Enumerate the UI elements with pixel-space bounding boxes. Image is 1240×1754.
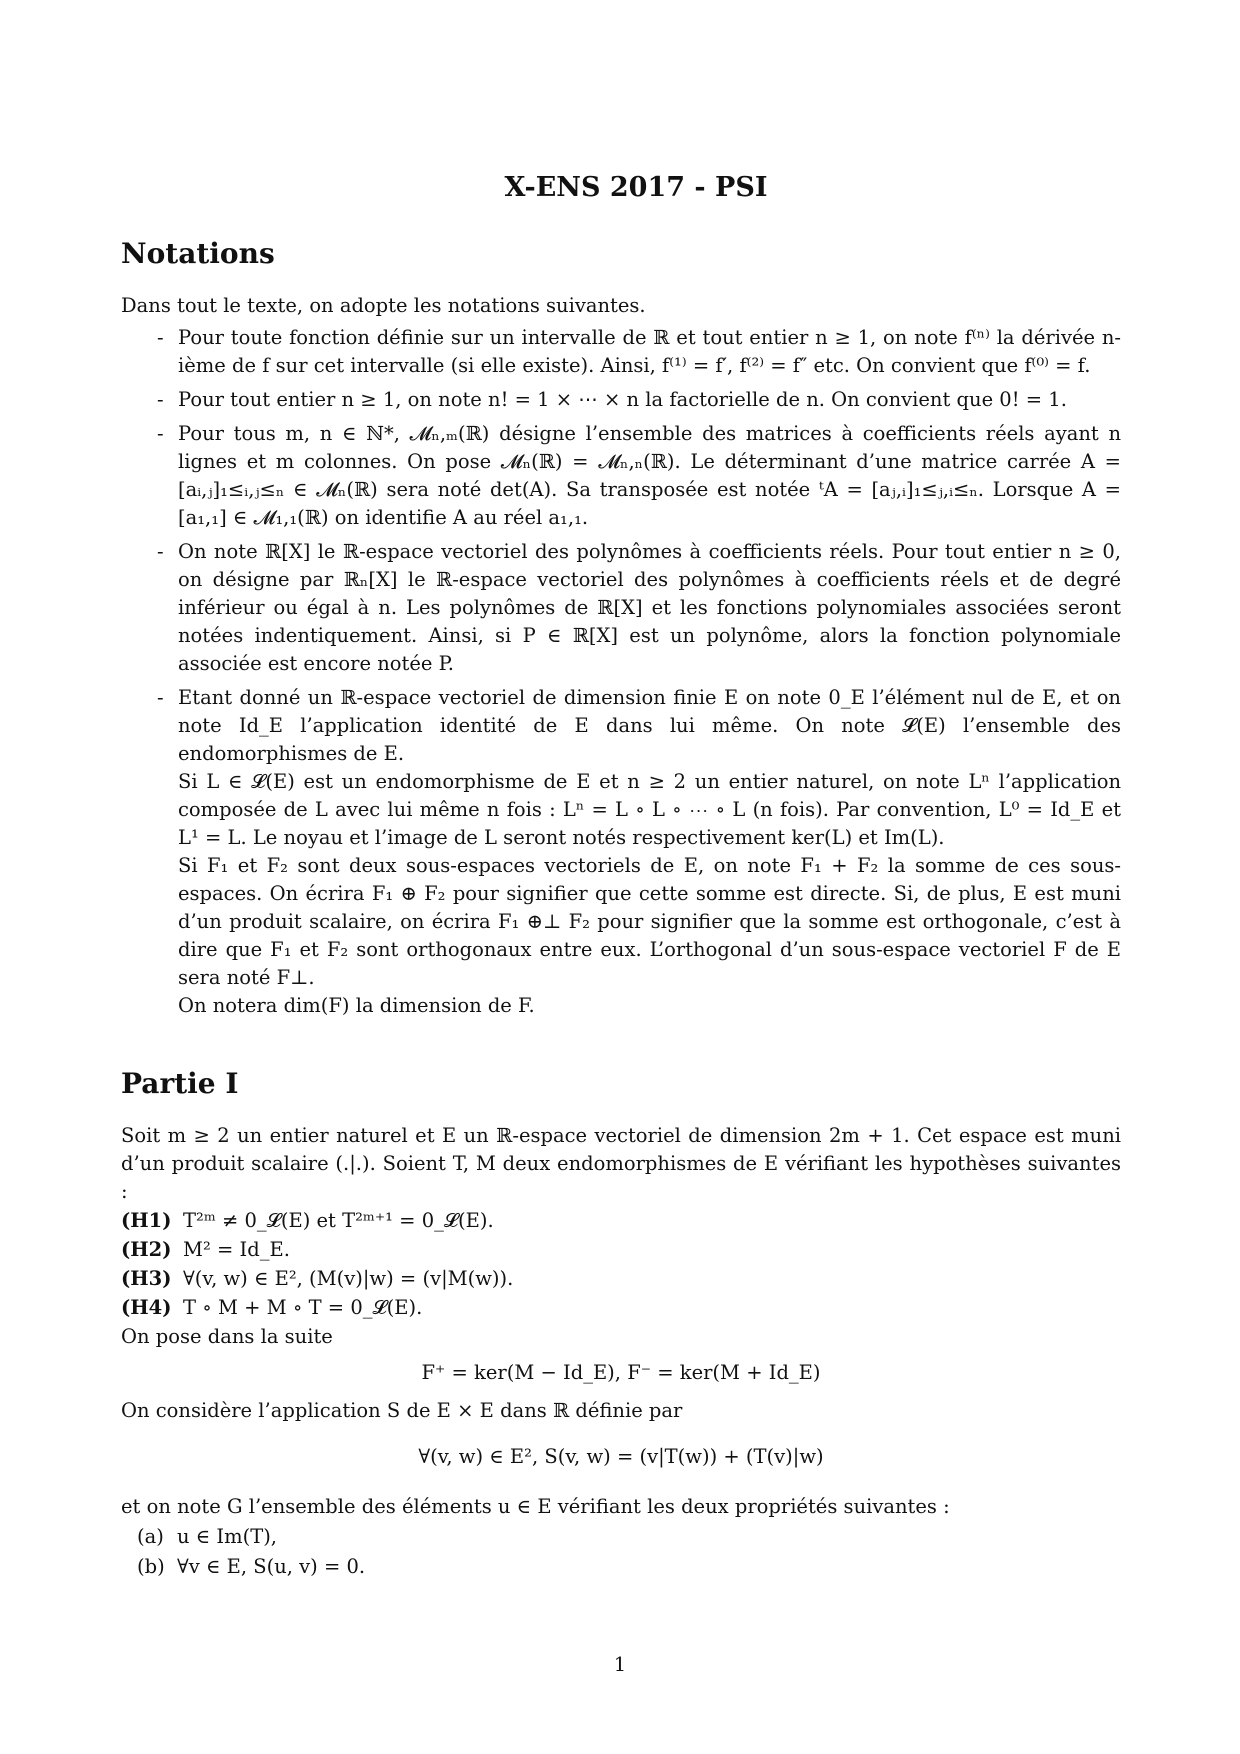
notation-text: Pour toute fonction définie sur un intervalle de ℝ et tout entier n ≥ 1, on note f⁽ⁿ⁾ la dérivée n-ième de f sur cet intervalle (si elle existe). Ainsi, f⁽¹⁾ = f′, f⁽²⁾ = f″ etc. On convient que f⁽⁰⁾ = f. [178, 326, 1121, 377]
list-dash: - [157, 422, 164, 445]
notation-text: On note ℝ[X] le ℝ-espace vectoriel des polynômes à coefficients réels. Pour tout entier n ≥ 0, on désigne par ℝₙ[X] le ℝ-espace vectoriel des polynômes à coefficients réels et de degré inférieur ou égal à n. Les polynômes de ℝ[X] et les fonctions polynomiales associées seront notées indentiquement. Ainsi, si P ∈ ℝ[X] est un polynôme, alors la fonction polynomiale associée est encore notée P. [178, 540, 1121, 675]
notation-item-matrices [121, 420, 1121, 532]
page-number: 1 [613, 1653, 627, 1676]
page-content [121, 170, 1121, 1583]
hypotheses-list [121, 1207, 1121, 1322]
notation-paragraph-composition: Si L ∈ 𝓛(E) est un endomorphisme de E et n ≥ 2 un entier naturel, on note Lⁿ l’application composée de L avec lui même n fois : Lⁿ = L ∘ L ∘ ⋯ ∘ L (n fois). Par convention, L⁰ = Id_E et L¹ = L. Le noyau et l’image de L seront notés respectivement ker(L) et Im(L). [178, 770, 1121, 849]
hypothesis-text: M² = Id_E. [183, 1238, 290, 1261]
list-dash: - [157, 326, 164, 349]
condition-label: (b) [137, 1555, 165, 1578]
notation-item-derivative [121, 324, 1121, 380]
display-equation-s: ∀(v, w) ∈ E², S(v, w) = (v|T(w)) + (T(v)|w) [418, 1445, 824, 1468]
hypothesis-text: T²ᵐ ≠ 0_𝓛(E) et T²ᵐ⁺¹ = 0_𝓛(E). [183, 1209, 494, 1232]
notation-paragraph-subspaces: Si F₁ et F₂ sont deux sous-espaces vectoriels de E, on note F₁ + F₂ la somme de ces sous-espaces. On écrira F₁ ⊕ F₂ pour signifier que cette somme est directe. Si, de plus, E est muni d’un produit scalaire, on écrira F₁ ⊕⊥ F₂ pour signifier que la somme est orthogonale, c’est à dire que F₁ et F₂ sont orthogonaux entre eux. L’orthogonal d’un sous-espace vectoriel F de E sera noté F⊥. [178, 854, 1121, 989]
condition-label: (a) [137, 1525, 164, 1548]
condition-a [121, 1523, 1121, 1551]
list-dash: - [157, 540, 164, 563]
hypothesis-label: (H2) [121, 1238, 172, 1261]
g-definition-text: et on note G l’ensemble des éléments u ∈ E vérifiant les deux propriétés suivantes : [121, 1495, 950, 1518]
display-equation-f-plus-minus: F⁺ = ker(M − Id_E), F⁻ = ker(M + Id_E) [421, 1361, 821, 1384]
notation-paragraph-identity: Etant donné un ℝ-espace vectoriel de dimension finie E on note 0_E l’élément nul de E, et on note Id_E l’application identité de E dans lui même. On note 𝓛(E) l’ensemble des endomorphismes de E. [178, 686, 1121, 765]
notation-item-vector-spaces [121, 684, 1121, 1020]
notations-list [121, 324, 1121, 1020]
notation-text: Pour tout entier n ≥ 1, on note n! = 1 × ⋯ × n la factorielle de n. On convient que 0! = 1. [178, 388, 1067, 411]
notation-paragraph-dimension: On notera dim(F) la dimension de F. [178, 994, 535, 1017]
consider-text: On considère l’application S de E × E dans ℝ définie par [121, 1399, 683, 1422]
notation-text: Pour tous m, n ∈ ℕ*, 𝓜ₙ,ₘ(ℝ) désigne l’ensemble des matrices à coefficients réels ayant n lignes et m colonnes. On pose 𝓜ₙ(ℝ) = 𝓜ₙ,ₙ(ℝ). Le déterminant d’une matrice carrée A = [aᵢ,ⱼ]₁≤ᵢ,ⱼ≤ₙ ∈ 𝓜ₙ(ℝ) sera noté det(A). Sa transposée est notée ᵗA = [aⱼ,ᵢ]₁≤ⱼ,ᵢ≤ₙ. Lorsque A = [a₁,₁] ∈ 𝓜₁,₁(ℝ) on identifie A au réel a₁,₁. [178, 422, 1121, 529]
hypothesis-text: ∀(v, w) ∈ E², (M(v)|w) = (v|M(w)). [183, 1267, 514, 1290]
hypothesis-h2 [121, 1236, 1121, 1264]
notation-item-factorial [121, 386, 1121, 414]
hypothesis-h3 [121, 1265, 1121, 1293]
hypothesis-h4 [121, 1294, 1121, 1322]
hypothesis-h1 [121, 1207, 1121, 1235]
section-heading-partie-1: Partie I [121, 1067, 239, 1100]
hypothesis-text: T ∘ M + M ∘ T = 0_𝓛(E). [183, 1296, 423, 1319]
pose-text: On pose dans la suite [121, 1325, 333, 1348]
conditions-list [121, 1523, 1121, 1581]
partie-1-intro: Soit m ≥ 2 un entier naturel et E un ℝ-espace vectoriel de dimension 2m + 1. Cet espace est muni d’un produit scalaire (.|.). Soient T, M deux endomorphismes de E vérifiant les hypothèses suivantes : [121, 1124, 1121, 1203]
notation-item-polynomials [121, 538, 1121, 678]
hypothesis-label: (H1) [121, 1209, 172, 1232]
section-heading-notations: Notations [121, 237, 275, 270]
hypothesis-label: (H3) [121, 1267, 172, 1290]
list-dash: - [157, 686, 164, 709]
document-title: X-ENS 2017 - PSI [504, 172, 768, 203]
condition-text: u ∈ Im(T), [177, 1525, 278, 1548]
list-dash: - [157, 388, 164, 411]
hypothesis-label: (H4) [121, 1296, 172, 1319]
condition-b [121, 1553, 1121, 1581]
condition-text: ∀v ∈ E, S(u, v) = 0. [177, 1555, 366, 1578]
notations-intro: Dans tout le texte, on adopte les notations suivantes. [121, 294, 646, 317]
